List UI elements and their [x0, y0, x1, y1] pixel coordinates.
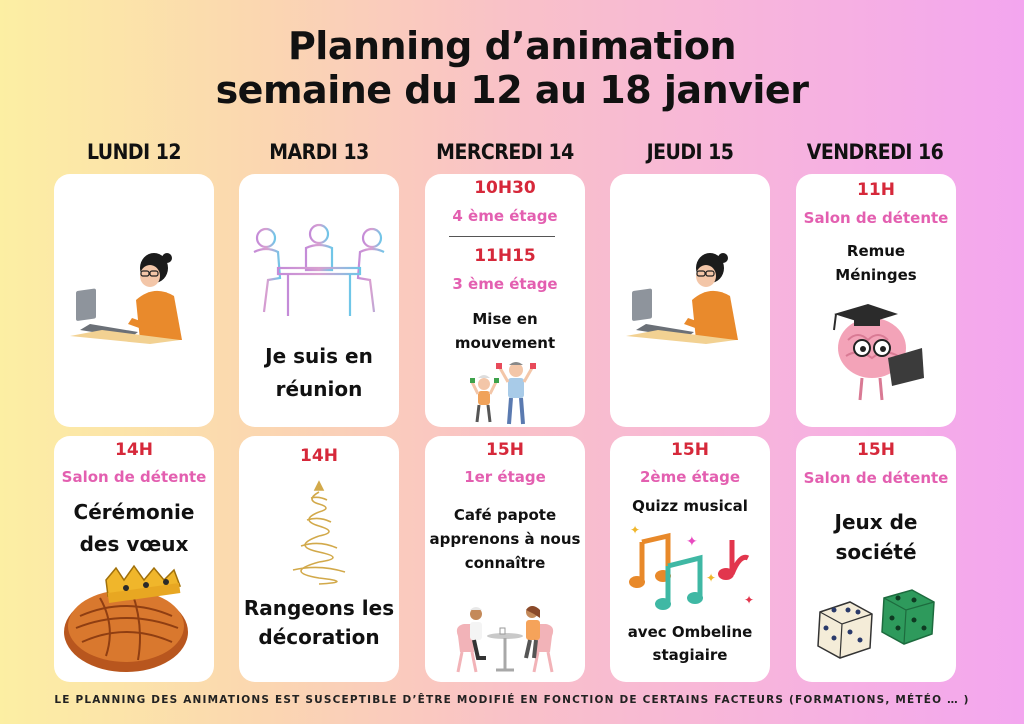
svg-text:✦: ✦ — [744, 593, 755, 607]
card-tuesday-morning-text-2: réunion — [275, 377, 363, 401]
card-tuesday-morning-text-1: Je suis en — [265, 344, 373, 368]
card-friday-morning-time: 11H — [857, 180, 895, 200]
card-monday-afternoon-text-1: Cérémonie — [73, 500, 195, 524]
woman-laptop-icon — [626, 246, 756, 356]
card-thursday-afternoon-text-3: stagiaire — [652, 646, 728, 664]
card-tuesday-morning — [239, 174, 399, 427]
card-friday-morning-place: Salon de détente — [803, 209, 949, 227]
card-thursday-afternoon-place: 2ème étage — [639, 468, 740, 486]
woman-laptop-icon — [70, 246, 200, 356]
card-wednesday-morning-place-2: 3 ème étage — [452, 275, 558, 293]
card-friday-morning — [796, 174, 956, 427]
christmas-tree-icon — [279, 476, 359, 586]
footer-note: LE PLANNING DES ANIMATIONS EST SUSCEPTIBLE D’ÊTRE MODIFIÉ EN FONCTION DE CERTAINS FACTEURS (FORMATIONS, MÉTÉO … ) — [54, 694, 970, 706]
card-monday-afternoon-text-2: des vœux — [79, 532, 189, 556]
card-wednesday-afternoon-time: 15H — [486, 440, 524, 460]
day-header-thursday: JEUDI 15 — [646, 140, 734, 164]
card-friday-afternoon-text-2: société — [835, 540, 917, 564]
card-friday-afternoon-text-1: Jeux de — [834, 510, 918, 534]
card-tuesday-afternoon-text-1: Rangeons les — [243, 596, 395, 620]
card-thursday-afternoon-text-1: Quizz musical — [632, 497, 748, 515]
card-tuesday-afternoon-time: 14H — [300, 446, 338, 466]
dice-icon — [814, 588, 938, 660]
cafe-icon — [450, 596, 560, 676]
day-header-tuesday: MARDI 13 — [269, 140, 369, 164]
card-wednesday-morning-place-1: 4 ème étage — [452, 207, 558, 225]
card-wednesday-morning — [425, 174, 585, 427]
title-line-2: semaine du 12 au 18 janvier — [215, 68, 809, 112]
svg-text:✦: ✦ — [706, 571, 717, 585]
card-monday-afternoon-time: 14H — [115, 440, 153, 460]
card-tuesday-afternoon-text-2: décoration — [258, 625, 380, 649]
card-friday-afternoon — [796, 436, 956, 682]
galette-icon — [60, 566, 208, 676]
card-thursday-morning — [610, 174, 770, 427]
card-wednesday-afternoon-place: 1er étage — [464, 468, 546, 486]
card-wednesday-morning-time-2: 11H15 — [474, 246, 536, 266]
card-wednesday-afternoon — [425, 436, 585, 682]
brain-icon — [828, 300, 928, 404]
card-monday-morning — [54, 174, 214, 427]
day-header-monday: LUNDI 12 — [86, 140, 182, 164]
card-wednesday-morning-time-1: 10H30 — [474, 178, 536, 198]
card-friday-morning-text-1: Remue — [846, 242, 906, 260]
music-notes-icon — [628, 522, 755, 612]
card-thursday-afternoon-time: 15H — [671, 440, 709, 460]
svg-text:✦: ✦ — [686, 534, 698, 550]
card-friday-morning-text-2: Méninges — [835, 266, 917, 284]
day-header-friday: VENDREDI 16 — [806, 140, 944, 164]
card-thursday-afternoon-text-2: avec Ombeline — [627, 623, 753, 641]
card-wednesday-afternoon-text-1: Café papote — [453, 506, 557, 524]
page-title — [0, 24, 1024, 112]
card-monday-afternoon-place: Salon de détente — [61, 468, 207, 486]
card-tuesday-afternoon — [239, 436, 399, 682]
divider — [449, 236, 555, 237]
card-wednesday-afternoon-text-2: apprenons à nous — [429, 530, 581, 548]
meeting-icon — [244, 222, 394, 322]
card-monday-afternoon — [54, 436, 214, 682]
day-header-wednesday: MERCREDI 14 — [436, 140, 574, 164]
card-wednesday-afternoon-text-3: connaître — [464, 554, 546, 572]
title-line-1: Planning d’animation — [287, 24, 737, 68]
card-thursday-afternoon — [610, 436, 770, 682]
exercise-icon — [470, 360, 540, 426]
card-wednesday-morning-text-1: Mise en — [472, 310, 538, 328]
card-friday-afternoon-time: 15H — [857, 440, 895, 460]
card-friday-afternoon-place: Salon de détente — [803, 469, 949, 487]
svg-text:✦: ✦ — [630, 523, 641, 537]
card-wednesday-morning-text-2: mouvement — [454, 334, 556, 352]
